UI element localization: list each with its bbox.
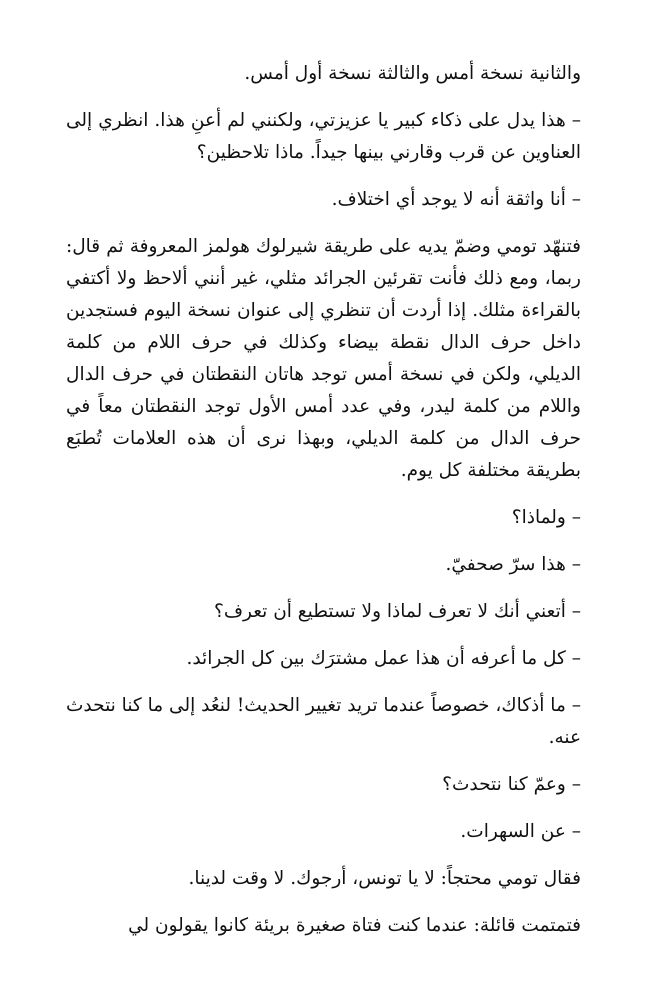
paragraph-9: – ما أذكاك، خصوصاً عندما تريد تغيير الحديث! لنعُد إلى ما كنا نتحدث عنه.	[66, 695, 581, 748]
paragraph-2: – هذا يدل على ذكاء كبير يا عزيزتي، ولكنني لم أعنِ هذا. انظري إلى العناوين عن قرب وقارني بينها جيداً. ماذا تلاحظين؟	[66, 110, 581, 163]
paragraph-8: – كل ما أعرفه أن هذا عمل مشترَك بين كل الجرائد.	[186, 648, 581, 669]
paragraph-7: – أتعني أنك لا تعرف لماذا ولا تستطيع أن تعرف؟	[214, 601, 581, 622]
paragraph-10: – وعمّ كنا نتحدث؟	[442, 774, 581, 795]
paragraph-4: فتنهّد تومي وضمّ يديه على طريقة شيرلوك هولمز المعروفة ثم قال: ربما، ومع ذلك فأنت تقرئين الجرائد مثلي، غير أنني ألاحظ ولا أكتفي بالقراءة مثلك. إذا أردت أن تنظري إلى عنوان نسخة اليوم فستجدين داخل حرف الدال نقطة بيضاء وكذلك في حرف اللام من كلمة الديلي، ولكن في نسخة أمس توجد هاتان النقطتان في حرف الدال واللام من كلمة ليدر، وفي عدد أمس الأول توجد النقطتان معاً في حرف الدال من كلمة الديلي، وبهذا نرى أن هذه العلامات تُطبَع بطريقة مختلفة كل يوم.	[66, 236, 581, 481]
paragraph-11: – عن السهرات.	[460, 821, 581, 842]
book-page	[66, 58, 581, 942]
paragraph-13: فتمتمت قائلة: عندما كنت فتاة صغيرة بريئة كانوا يقولون لي	[128, 915, 581, 936]
paragraph-6: – هذا سرّ صحفيّ.	[445, 554, 581, 575]
paragraph-3: – أنا واثقة أنه لا يوجد أي اختلاف.	[331, 189, 581, 210]
paragraph-12: فقال تومي محتجاً: لا يا تونس، أرجوك. لا وقت لدينا.	[188, 868, 581, 889]
paragraph-5: – ولماذا؟	[511, 507, 581, 528]
paragraph-1: والثانية نسخة أمس والثالثة نسخة أول أمس.	[244, 63, 581, 84]
